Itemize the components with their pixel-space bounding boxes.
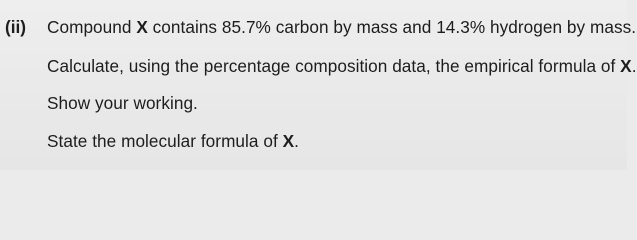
question-line-calculate [47,56,637,76]
text-segment: State the molecular formula of [47,131,283,151]
text-segment: . [294,131,299,151]
compound-variable: X [282,131,295,151]
question-line-working: Show your working. [47,93,198,113]
compound-variable: X [136,17,148,37]
text-segment: Compound [47,17,137,37]
compound-variable: X [620,56,632,76]
question-line-molecular-formula [47,131,299,151]
text-segment: . [631,56,637,76]
text-segment: Calculate, using the percentage composition data, the empirical formula of [47,56,621,76]
question-number: (ii) [5,17,26,37]
question-line-composition [47,17,636,37]
text-segment: contains 85.7% carbon by mass and 14.3% hydrogen by mass. [147,17,637,37]
